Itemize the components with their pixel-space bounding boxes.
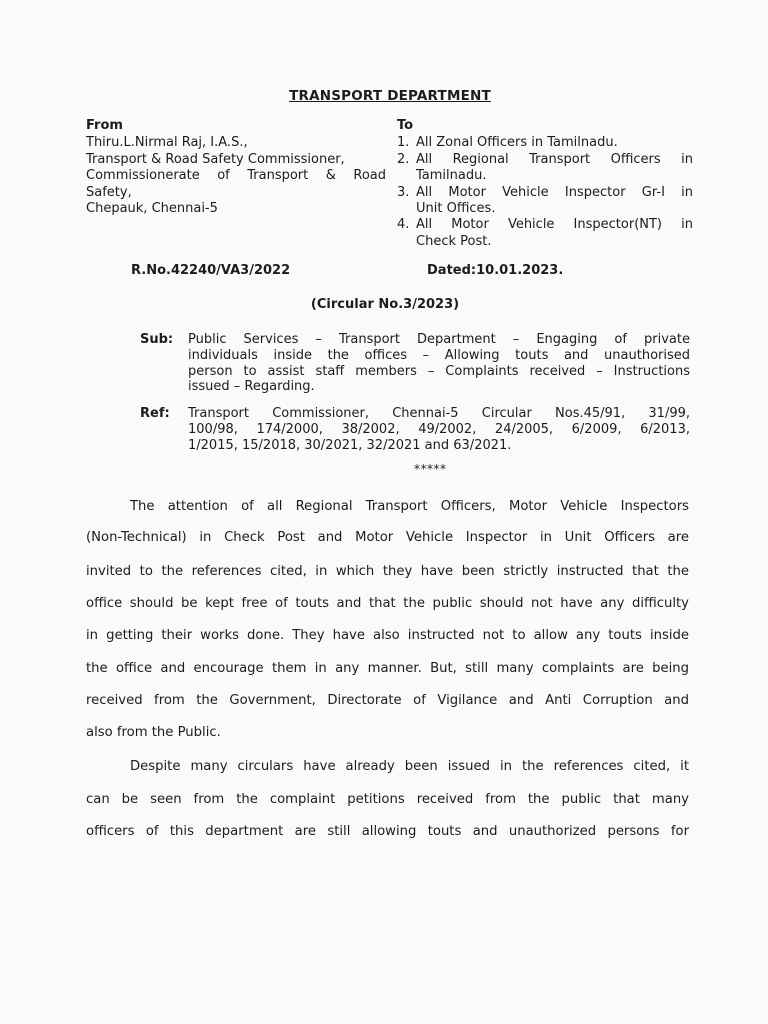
to-heading: To (397, 118, 414, 133)
paragraph-line: (Non-Technical) in Check Post and Motor Vehicle Inspector in Unit Officers are (86, 530, 689, 545)
subject-line: issued – Regarding. (188, 379, 315, 395)
recipient-item (397, 135, 693, 151)
recipient-text (416, 185, 693, 218)
from-line: Thiru.L.Nirmal Raj, I.A.S., (86, 135, 248, 151)
subject-line: Public Services – Transport Department – Engaging of private (188, 332, 690, 347)
paragraph-line: the office and encourage them in any manner. But, still many complaints are being (86, 661, 689, 676)
reference-label: Ref: (140, 406, 170, 421)
recipient-line: All Motor Vehicle Inspector(NT) in (416, 217, 693, 233)
paragraph-line: office should be kept free of touts and that the public should not have any difficulty (86, 596, 689, 611)
recipient-number: 1. (397, 135, 410, 151)
reference-section (140, 406, 690, 453)
recipient-number: 3. (397, 184, 410, 200)
date: Dated:10.01.2023. (427, 263, 564, 278)
recipient-text (416, 152, 693, 185)
from-block (86, 118, 386, 217)
recipient-line: All Zonal Officers in Tamilnadu. (416, 135, 618, 151)
paragraph-line: The attention of all Regional Transport Officers, Motor Vehicle Inspectors (130, 499, 689, 514)
department-title: TRANSPORT DEPARTMENT (289, 88, 491, 104)
recipient-list (397, 135, 693, 250)
reference-line: 100/98, 174/2000, 38/2002, 49/2002, 24/2005, 6/2009, 6/2013, (188, 421, 690, 437)
subject-line: individuals inside the offices – Allowing touts and unauthorised (188, 347, 690, 363)
paragraph-line: officers of this department are still allowing touts and unauthorized persons for (86, 824, 689, 839)
recipient-text (416, 135, 693, 151)
from-line: Commissionerate of Transport & Road (86, 168, 386, 184)
to-block (397, 118, 693, 250)
from-line: Transport & Road Safety Commissioner, (86, 151, 345, 167)
recipient-line: All Regional Transport Officers in (416, 151, 693, 167)
recipient-line: Tamilnadu. (416, 168, 487, 184)
recipient-line: Check Post. (416, 233, 492, 249)
subject-body (188, 332, 690, 395)
recipient-item (397, 217, 693, 250)
paragraph-line: in getting their works done. They have also instructed not to allow any touts inside (86, 628, 689, 643)
recipient-line: Unit Offices. (416, 201, 496, 217)
paragraph-line: received from the Government, Directorate of Vigilance and Anti Corruption and (86, 693, 689, 708)
separator: ***** (414, 462, 447, 476)
recipient-item (397, 152, 693, 185)
circular-number: (Circular No.3/2023) (310, 297, 460, 312)
recipient-item (397, 185, 693, 218)
subject-section (140, 332, 690, 395)
from-heading: From (86, 118, 123, 133)
recipient-number: 4. (397, 217, 410, 233)
recipient-line: All Motor Vehicle Inspector Gr-I in (416, 184, 693, 200)
reference-line: Transport Commissioner, Chennai-5 Circular Nos.45/91, 31/99, (188, 406, 690, 421)
paragraph-line: invited to the references cited, in which they have been strictly instructed that the (86, 564, 689, 579)
reference-number: R.No.42240/VA3/2022 (131, 263, 291, 278)
recipient-text (416, 217, 693, 250)
paragraph-line: Despite many circulars have already been issued in the references cited, it (130, 759, 689, 774)
subject-label: Sub: (140, 332, 174, 347)
paragraph-line: can be seen from the complaint petitions received from the public that many (86, 792, 689, 807)
paragraph-line: also from the Public. (86, 725, 221, 740)
reference-line: 1/2015, 15/2018, 30/2021, 32/2021 and 63/2021. (188, 437, 512, 453)
from-line: Chepauk, Chennai-5 (86, 201, 218, 217)
subject-line: person to assist staff members – Complaints received – Instructions (188, 363, 690, 379)
from-line: Safety, (86, 184, 132, 200)
recipient-number: 2. (397, 151, 410, 167)
reference-body (188, 406, 690, 453)
